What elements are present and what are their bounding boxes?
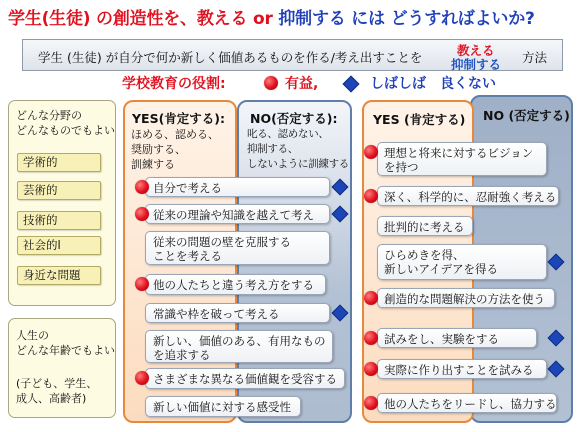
item-text: 他の人たちと違う考え方をする bbox=[153, 278, 314, 292]
item-text: 実際に作り出すことを試みる bbox=[384, 363, 534, 377]
field-academic: 学術的 bbox=[17, 153, 101, 172]
field-technical: 技術的 bbox=[17, 211, 101, 230]
item-text: 新しい価値に対する感受性 bbox=[153, 400, 291, 414]
item-get-inspiration bbox=[377, 244, 547, 280]
column-1-no-line: 叱る、認めない、 bbox=[247, 128, 329, 140]
item-think-for-yourself bbox=[145, 177, 330, 197]
field-everyday-problems: 身近な問題 bbox=[17, 266, 101, 285]
item-text: 試みをし、実験をする bbox=[384, 332, 499, 346]
beneficial-marker-icon bbox=[364, 291, 378, 305]
item-text: 自分で考える bbox=[153, 181, 222, 195]
item-text: 他の人たちをリードし、協力する bbox=[384, 397, 557, 411]
item-lead-and-cooperate bbox=[377, 393, 557, 413]
item-text: を持つ bbox=[384, 160, 419, 174]
item-break-conventions bbox=[145, 303, 330, 323]
item-accept-diverse-values bbox=[145, 368, 345, 389]
beneficial-marker-icon bbox=[135, 277, 149, 291]
item-text: さまざまな異なる価値観を受容する bbox=[153, 372, 337, 386]
beneficial-marker-icon bbox=[135, 180, 149, 194]
ages-example-line: (子ども、学生、 bbox=[16, 377, 98, 390]
legend-beneficial: 有益, bbox=[285, 76, 319, 92]
subtitle-text: 学生 (生徒) が自分で何か新しく価値あるものを作る/考え出すことを bbox=[38, 50, 423, 65]
fields-panel bbox=[8, 100, 116, 306]
column-1-yes-line: 奨励する、 bbox=[131, 143, 186, 156]
beneficial-marker-icon bbox=[364, 362, 378, 376]
column-2-no-heading: NO (否定する) bbox=[483, 108, 570, 123]
red-circle-icon bbox=[264, 76, 278, 90]
beneficial-marker-icon bbox=[364, 145, 378, 159]
title-suppress-part: 抑制する には どうすればよいか? bbox=[278, 9, 535, 29]
beneficial-marker-icon bbox=[135, 371, 149, 385]
item-text: 従来の理論や知識を越えて考え bbox=[153, 208, 314, 222]
item-text: を追求する bbox=[153, 348, 211, 362]
item-text: 理想と将来に対するビジョン bbox=[384, 146, 534, 160]
blue-diamond-icon bbox=[343, 76, 360, 93]
item-text: 深く、科学的に、忍耐強く考える bbox=[384, 190, 557, 204]
legend-often-bad: しばしば 良くない bbox=[370, 76, 496, 92]
subtitle-box bbox=[22, 39, 563, 71]
item-text: 新しいアイデアを得る bbox=[384, 262, 498, 276]
legend-label: 学校教育の役割: bbox=[122, 76, 226, 92]
item-sensitivity-to-new-value bbox=[145, 396, 301, 417]
item-text: 批判的に考える bbox=[384, 220, 465, 234]
subtitle-suppress: 抑制する bbox=[451, 57, 502, 72]
item-beyond-conventional-theory bbox=[145, 204, 330, 224]
column-1-yes-line: ほめる、認める、 bbox=[131, 128, 219, 141]
field-artistic: 芸術的 bbox=[17, 181, 101, 200]
beneficial-marker-icon bbox=[364, 331, 378, 345]
item-text: 従来の問題の壁を克服する bbox=[153, 235, 291, 249]
item-think-critically bbox=[377, 216, 473, 236]
beneficial-marker-icon bbox=[364, 189, 378, 203]
beneficial-marker-icon bbox=[364, 396, 378, 410]
field-social: 社会的l bbox=[17, 236, 101, 255]
item-think-differently bbox=[145, 274, 326, 295]
fields-heading-line: どんなものでもよい bbox=[16, 124, 115, 137]
item-text: 新しい、価値のある、有用なもの bbox=[153, 334, 326, 348]
item-try-to-make bbox=[377, 359, 547, 379]
subtitle-teach: 教える bbox=[457, 43, 495, 58]
column-1-no-line: しないように訓練する bbox=[247, 158, 349, 170]
column-2-yes-heading: YES (肯定する) bbox=[373, 112, 466, 127]
item-text: 創造的な問題解決の方法を使う bbox=[384, 292, 545, 306]
ages-panel bbox=[8, 318, 116, 418]
item-creative-problem-solving bbox=[377, 288, 555, 308]
column-1-no-heading: NO(否定する): bbox=[250, 111, 338, 126]
item-text: 常識や枠を破って考える bbox=[153, 307, 280, 321]
column-1-yes-heading: YES(肯定する): bbox=[132, 111, 226, 126]
item-text: ひらめきを得、 bbox=[384, 248, 465, 262]
item-have-vision bbox=[377, 142, 547, 176]
fields-heading-line: どんな分野の bbox=[16, 109, 82, 122]
ages-heading-line: どんな年齢でもよい bbox=[16, 344, 115, 357]
subtitle-suffix: 方法 bbox=[522, 50, 548, 65]
item-text: ことを考える bbox=[153, 249, 222, 263]
beneficial-marker-icon bbox=[135, 207, 149, 221]
item-experiment bbox=[377, 328, 537, 348]
item-overcome-barriers bbox=[145, 231, 330, 265]
page-title bbox=[8, 4, 535, 29]
ages-example-line: 成人、高齢者) bbox=[16, 392, 87, 405]
item-pursue-new-value bbox=[145, 330, 333, 363]
column-1-no-line: 抑制する、 bbox=[247, 143, 298, 155]
item-think-deeply bbox=[377, 186, 559, 206]
column-1-yes-line: 訓練する bbox=[131, 158, 175, 171]
ages-heading-line: 人生の bbox=[16, 329, 49, 342]
title-teach-part: 学生(生徒) の創造性を、教える or bbox=[8, 9, 273, 29]
